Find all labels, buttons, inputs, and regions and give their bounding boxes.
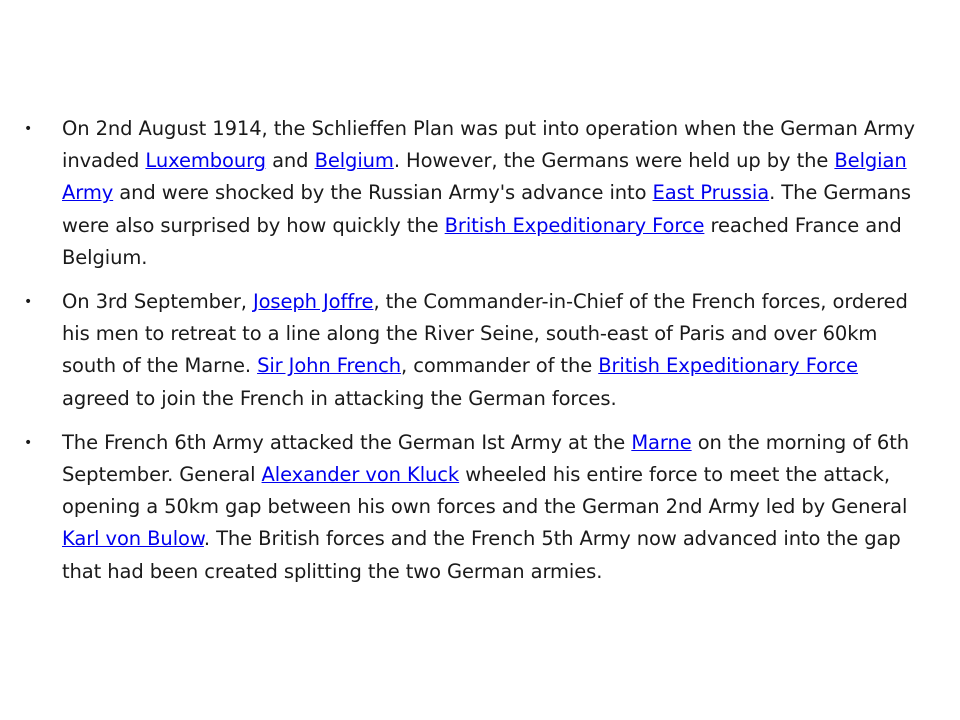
- paragraph-text: . The Germans were also surprised by how quickly the: [62, 181, 911, 237]
- bullet-item: [24, 427, 924, 588]
- paragraph-text: . The British forces and the French 5th Army now advanced into the gap that had been created splitting the two German armies.: [62, 527, 901, 583]
- paragraph-text: on the morning of 6th September. General: [62, 430, 910, 487]
- bullet-list: [24, 113, 924, 600]
- link-east-prussia[interactable]: East Prussia: [652, 181, 770, 205]
- paragraph-text: . However, the Germans were held up by the: [393, 149, 835, 173]
- link-alexander-von-kluck[interactable]: Alexander von Kluck: [261, 463, 460, 487]
- link-belgian-army[interactable]: Belgian Army: [62, 149, 907, 205]
- link-karl-von-bulow[interactable]: Karl von Bulow: [62, 527, 204, 551]
- bullet-icon: •: [24, 121, 33, 137]
- bullet-item: [24, 286, 924, 415]
- link-sir-john-french[interactable]: Sir John French: [257, 354, 401, 378]
- link-belgium[interactable]: Belgium: [314, 149, 394, 173]
- bullet-item: [24, 113, 924, 274]
- paragraph-text: On 3rd September,: [62, 290, 253, 314]
- link-british-expeditionary-force[interactable]: British Expeditionary Force: [444, 213, 705, 237]
- paragraph-text: wheeled his entire force to meet the attack, opening a 50km gap between his own forces and the German 2nd Army led by General: [62, 463, 908, 519]
- paragraph-text: On 2nd August 1914, the Schlieffen Plan was put into operation when the German Army invaded: [62, 117, 915, 173]
- link-british-expeditionary-force[interactable]: British Expeditionary Force: [598, 354, 858, 378]
- paragraph-text: The French 6th Army attacked the German Ist Army at the: [62, 430, 632, 454]
- paragraph-text: and: [265, 149, 315, 173]
- bullet-icon: •: [24, 294, 33, 311]
- paragraph-text: , the Commander-in-Chief of the French forces, ordered his men to retreat to a line along the River Seine, south-east of Paris and over 60km south of the Marne.: [62, 290, 908, 378]
- link-luxembourg[interactable]: Luxembourg: [145, 149, 266, 173]
- paragraph-text: reached France and Belgium.: [62, 213, 902, 269]
- paragraph-text: agreed to join the French in attacking the German forces.: [62, 386, 617, 410]
- paragraph-text: , commander of the: [401, 354, 599, 378]
- link-joseph-joffre[interactable]: Joseph Joffre: [252, 290, 374, 314]
- paragraph-text: and were shocked by the Russian Army's advance into: [113, 181, 653, 205]
- link-marne[interactable]: Marne: [631, 430, 692, 454]
- bullet-icon: •: [24, 434, 33, 451]
